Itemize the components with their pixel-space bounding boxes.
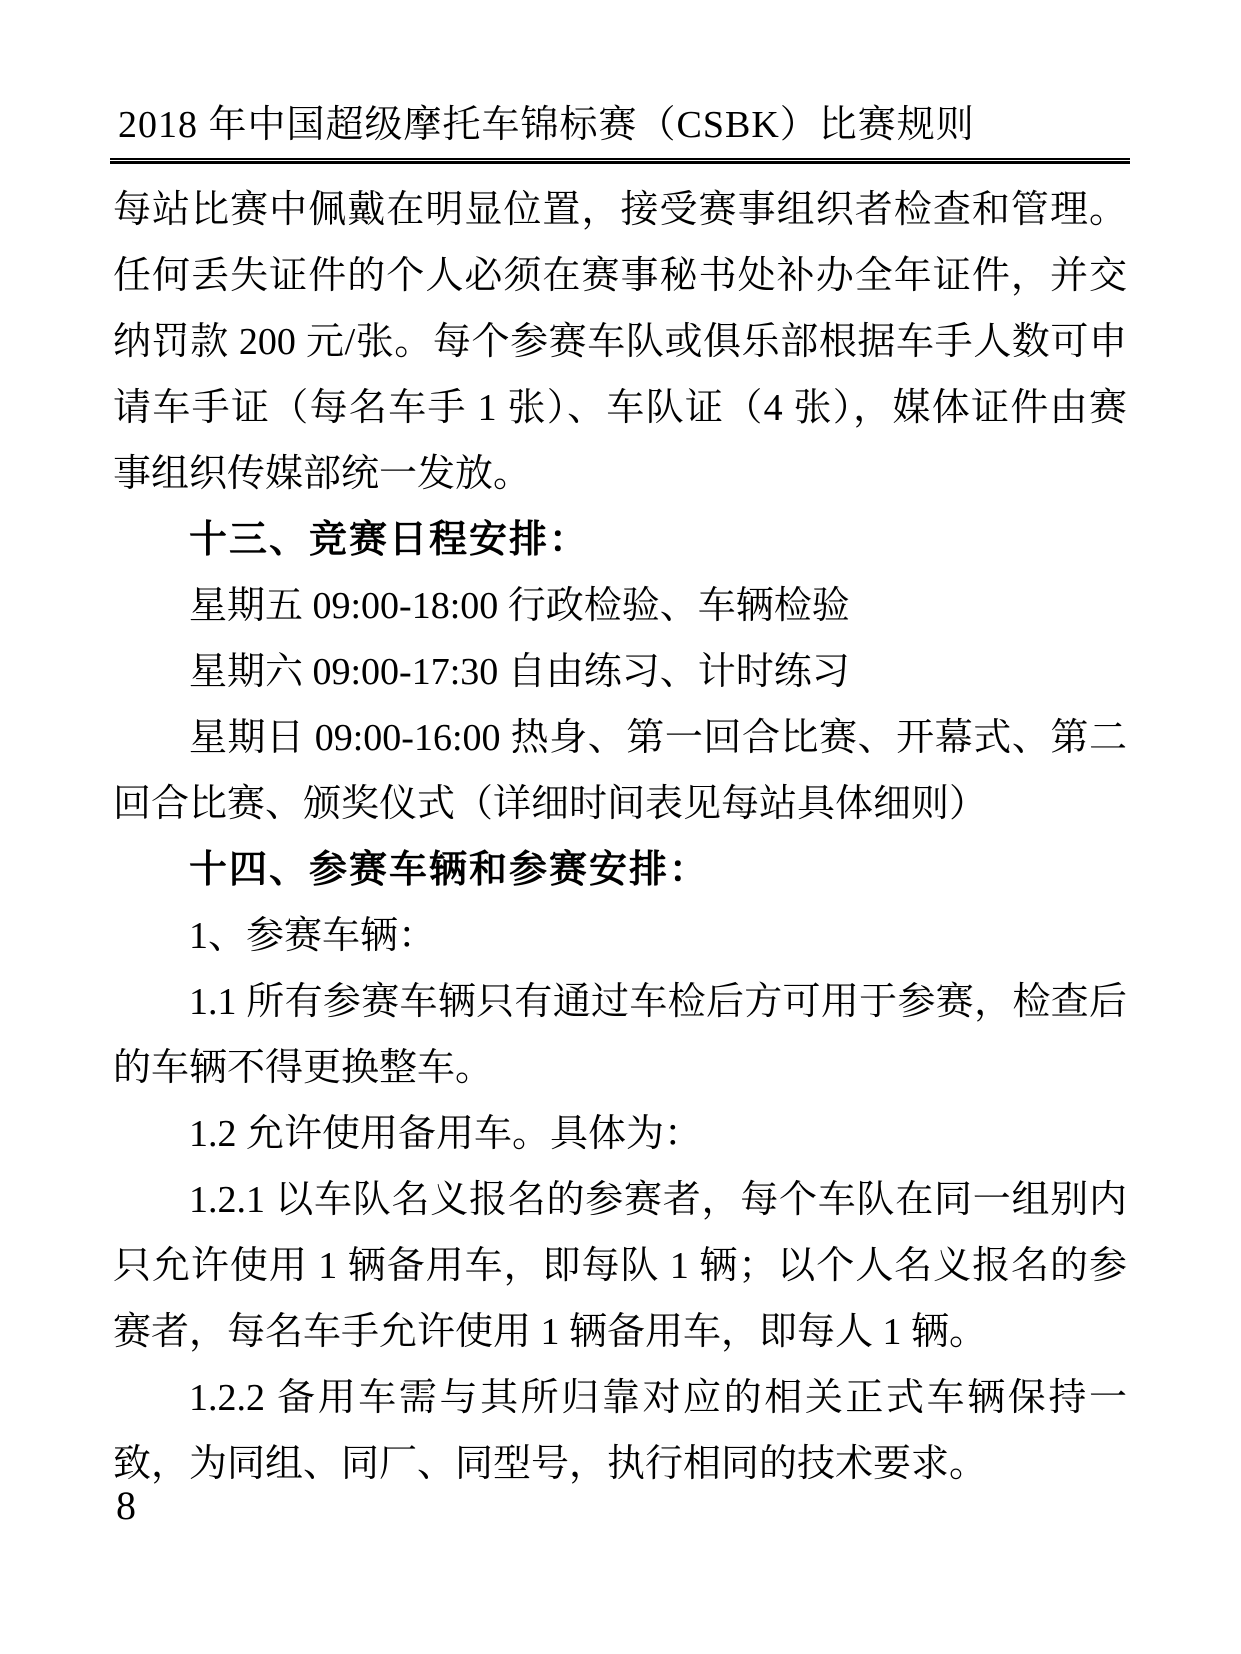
paragraph-item-1-2: 1.2 允许使用备用车。具体为： bbox=[189, 1113, 703, 1155]
section-heading-14-vehicles: 十四、参赛车辆和参赛安排： bbox=[189, 849, 710, 891]
header-rule bbox=[110, 158, 1130, 164]
paragraph-item-1: 1、参赛车辆： bbox=[189, 915, 437, 957]
schedule-line-sunday: 星期日 09:00-16:00 热身、第一回合比赛、开幕式、第二回合比赛、颁奖仪式（详细时间表见每站具体细则） bbox=[113, 717, 1127, 825]
page-number: 8 bbox=[116, 1483, 136, 1528]
document-body bbox=[113, 177, 1127, 1497]
paragraph-item-1-2-1: 1.2.1 以车队名义报名的参赛者，每个车队在同一组别内只允许使用 1 辆备用车，即每队 1 辆；以个人名义报名的参赛者，每名车手允许使用 1 辆备用车，即每人 1 辆。 bbox=[113, 1179, 1127, 1353]
schedule-line-friday: 星期五 09:00-18:00 行政检验、车辆检验 bbox=[189, 585, 850, 627]
paragraph-item-1-1: 1.1 所有参赛车辆只有通过车检后方可用于参赛，检查后的车辆不得更换整车。 bbox=[113, 981, 1127, 1089]
paragraph-credentials: 每站比赛中佩戴在明显位置，接受赛事组织者检查和管理。任何丢失证件的个人必须在赛事秘书处补办全年证件，并交纳罚款 200 元/张。每个参赛车队或俱乐部根据车手人数可申请车手证（每名车手 1 张）、车队证（4 张），媒体证件由赛事组织传媒部统一发放。 bbox=[113, 189, 1127, 495]
page-title: 2018 年中国超级摩托车锦标赛（CSBK）比赛规则 bbox=[118, 104, 975, 146]
section-heading-13-schedule: 十三、竞赛日程安排： bbox=[189, 519, 590, 561]
schedule-line-saturday: 星期六 09:00-17:30 自由练习、计时练习 bbox=[189, 651, 850, 693]
paragraph-item-1-2-2: 1.2.2 备用车需与其所归靠对应的相关正式车辆保持一致，为同组、同厂、同型号，执行相同的技术要求。 bbox=[113, 1377, 1127, 1485]
